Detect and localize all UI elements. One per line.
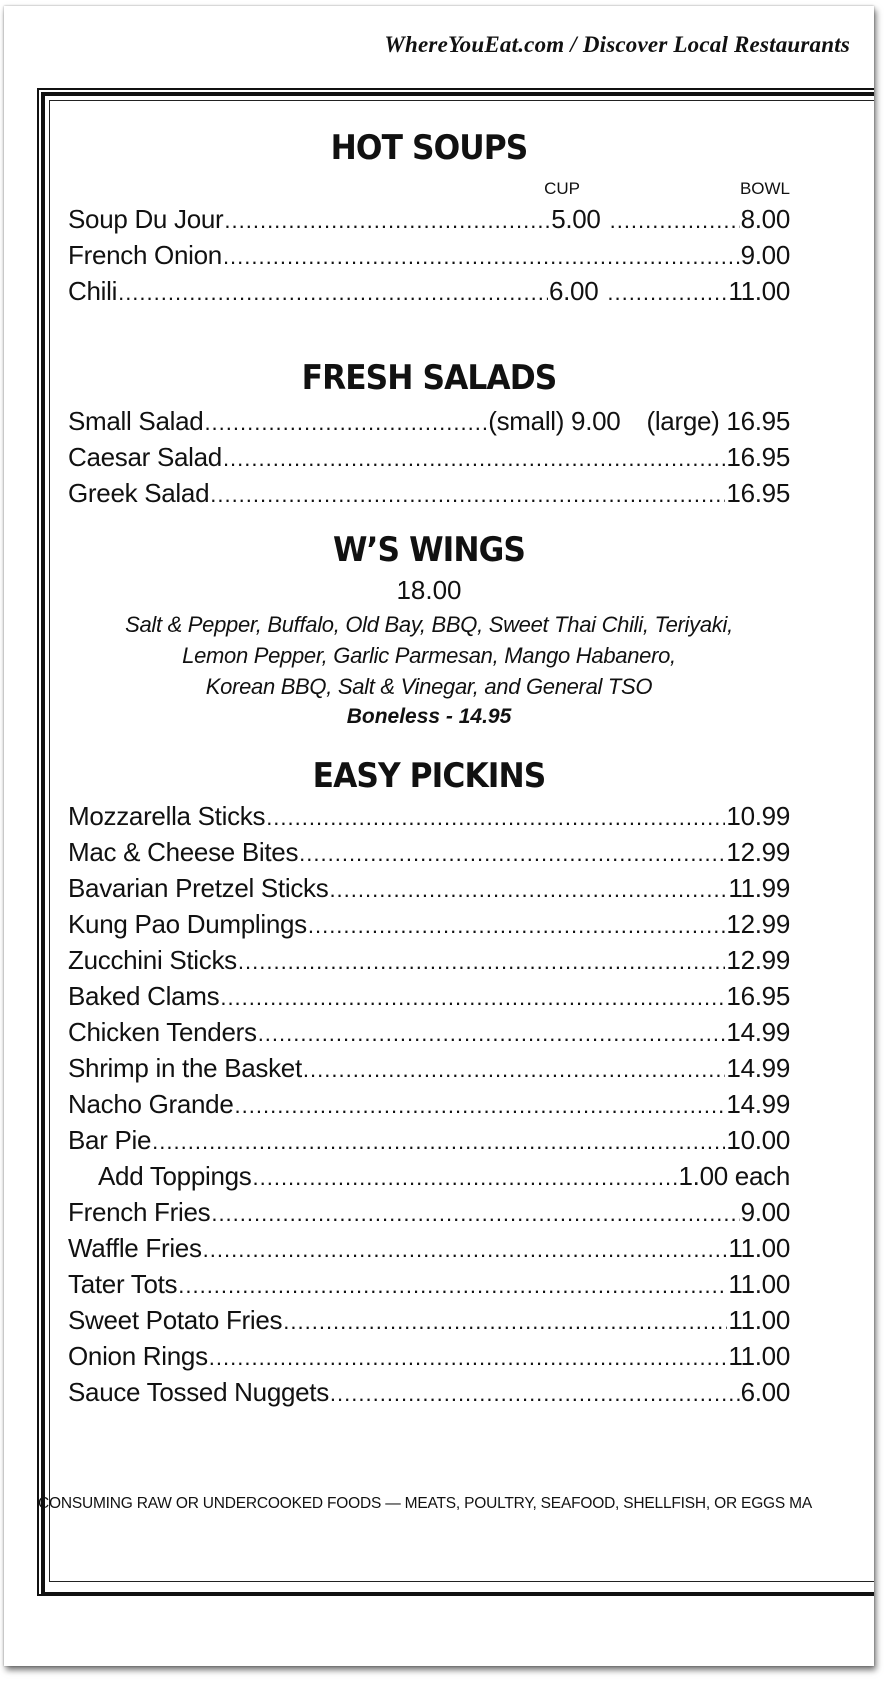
menu-item [68, 943, 790, 977]
item-name: Mac & Cheese Bites [68, 837, 299, 867]
flavors-line: Korean BBQ, Salt & Vinegar, and General TSO [205, 674, 653, 699]
item-price: 12.99 [726, 909, 790, 939]
menu-item [68, 835, 790, 869]
item-price-large: (large) 16.95 [646, 406, 790, 436]
item-name: Shrimp in the Basket [68, 1053, 302, 1083]
menu-item [68, 476, 790, 510]
item-price: 9.00 [740, 1197, 790, 1227]
item-name: Mozzarella Sticks [68, 801, 266, 831]
item-price: 16.95 [726, 981, 790, 1011]
flavors-line: Salt & Pepper, Buffalo, Old Bay, BBQ, Sweet Thai Chili, Teriyaki, [125, 612, 733, 637]
item-name: Nacho Grande [68, 1089, 234, 1119]
menu-page [4, 6, 874, 1666]
item-price: 11.00 [728, 1269, 790, 1299]
menu-item [68, 871, 790, 905]
item-price-bowl: 9.00 [740, 240, 790, 270]
leader-dots [610, 204, 740, 238]
leader-dots [266, 801, 725, 835]
item-price-bowl: 11.00 [728, 276, 790, 306]
item-price: 10.99 [726, 801, 790, 831]
item-price: 14.99 [726, 1017, 790, 1047]
item-price: 16.95 [726, 478, 790, 508]
leader-dots [223, 240, 740, 274]
menu-item [68, 440, 790, 474]
item-name: Small Salad [68, 406, 204, 436]
item-name: Bavarian Pretzel Sticks [68, 873, 329, 903]
item-price: 1.00 each [678, 1161, 790, 1191]
menu-item [68, 1375, 790, 1409]
leader-dots [223, 442, 725, 476]
menu-item [68, 1087, 790, 1121]
leader-dots [210, 478, 725, 512]
item-price: 12.99 [726, 837, 790, 867]
section-title-fresh-salads: FRESH SALADS [301, 358, 557, 398]
menu-item [68, 1123, 790, 1157]
leader-dots [303, 1053, 726, 1087]
menu-item [68, 1231, 790, 1265]
menu-item [68, 404, 790, 438]
menu-item [68, 1195, 790, 1229]
menu-item [68, 202, 790, 236]
menu-item [68, 979, 790, 1013]
item-name: French Fries [68, 1197, 211, 1227]
section-title-wings: W’S WINGS [332, 530, 526, 570]
leader-dots [209, 1341, 728, 1375]
item-price-cup: 6.00 [548, 276, 599, 306]
item-name: Greek Salad [68, 478, 210, 508]
wings-boneless-price: Boneless - 14.95 [346, 705, 512, 728]
leader-dots [118, 276, 548, 310]
leader-dots [204, 406, 487, 440]
leader-dots [211, 1197, 739, 1231]
menu-item [68, 799, 790, 833]
menu-item [68, 238, 790, 272]
leader-dots [152, 1125, 725, 1159]
leader-dots [235, 1089, 726, 1123]
item-name: Waffle Fries [68, 1233, 202, 1263]
item-price: 11.99 [728, 873, 790, 903]
item-name: Kung Pao Dumplings [68, 909, 307, 939]
item-name: Tater Tots [68, 1269, 178, 1299]
leader-dots [253, 1161, 678, 1195]
soup-column-headers [68, 179, 790, 199]
leader-dots [299, 837, 725, 871]
item-name: Add Toppings [98, 1161, 252, 1191]
cup-header: CUP [544, 179, 580, 198]
menu-item [68, 1015, 790, 1049]
item-price: 12.99 [726, 945, 790, 975]
leader-dots [178, 1269, 727, 1303]
food-safety-disclaimer: CONSUMING RAW OR UNDERCOOKED FOODS — MEATS, POULTRY, SEAFOOD, SHELLFISH, OR EGGS MA [38, 1495, 813, 1512]
section-title-easy-pickins: EASY PICKINS [312, 756, 546, 796]
item-price: 16.95 [726, 442, 790, 472]
site-title: WhereYouEat.com / Discover Local Restaurants [384, 32, 850, 57]
leader-dots [607, 276, 727, 310]
leader-dots [220, 981, 725, 1015]
item-name: Onion Rings [68, 1341, 208, 1371]
leader-dots [283, 1305, 727, 1339]
leader-dots [203, 1233, 728, 1267]
item-price: 11.00 [728, 1305, 790, 1335]
item-name: Sweet Potato Fries [68, 1305, 283, 1335]
menu-item [68, 1051, 790, 1085]
menu-item-addon [68, 1159, 790, 1193]
leader-dots [238, 945, 726, 979]
item-price: 11.00 [728, 1233, 790, 1263]
flavors-line: Lemon Pepper, Garlic Parmesan, Mango Habanero, [182, 643, 676, 668]
item-price-cup: 5.00 [551, 204, 601, 234]
item-name: French Onion [68, 240, 222, 270]
bowl-header: BOWL [739, 179, 790, 198]
leader-dots [330, 1377, 740, 1411]
item-name: Zucchini Sticks [68, 945, 237, 975]
item-name: Caesar Salad [68, 442, 222, 472]
item-price-small: (small) 9.00 [488, 406, 621, 436]
leader-dots [329, 873, 727, 907]
leader-dots [258, 1017, 726, 1051]
wings-flavors [38, 609, 820, 702]
item-price: 10.00 [726, 1125, 790, 1155]
menu-item [68, 1303, 790, 1337]
menu-item [68, 1267, 790, 1301]
menu-item [68, 907, 790, 941]
item-name: Soup Du Jour [68, 204, 224, 234]
item-price: 14.99 [726, 1053, 790, 1083]
item-name: Baked Clams [68, 981, 220, 1011]
section-title-hot-soups: HOT SOUPS [330, 128, 528, 168]
item-name: Sauce Tossed Nuggets [68, 1377, 329, 1407]
item-price: 6.00 [740, 1377, 790, 1407]
item-price: 11.00 [728, 1341, 790, 1371]
menu-item [68, 1339, 790, 1373]
leader-dots [308, 909, 726, 943]
item-price: 14.99 [726, 1089, 790, 1119]
menu-item [68, 274, 790, 308]
item-name: Chicken Tenders [68, 1017, 257, 1047]
wings-price: 18.00 [396, 575, 462, 605]
item-name: Chili [68, 276, 118, 306]
leader-dots [224, 204, 550, 238]
item-price-bowl: 8.00 [740, 204, 790, 234]
item-name: Bar Pie [68, 1125, 152, 1155]
